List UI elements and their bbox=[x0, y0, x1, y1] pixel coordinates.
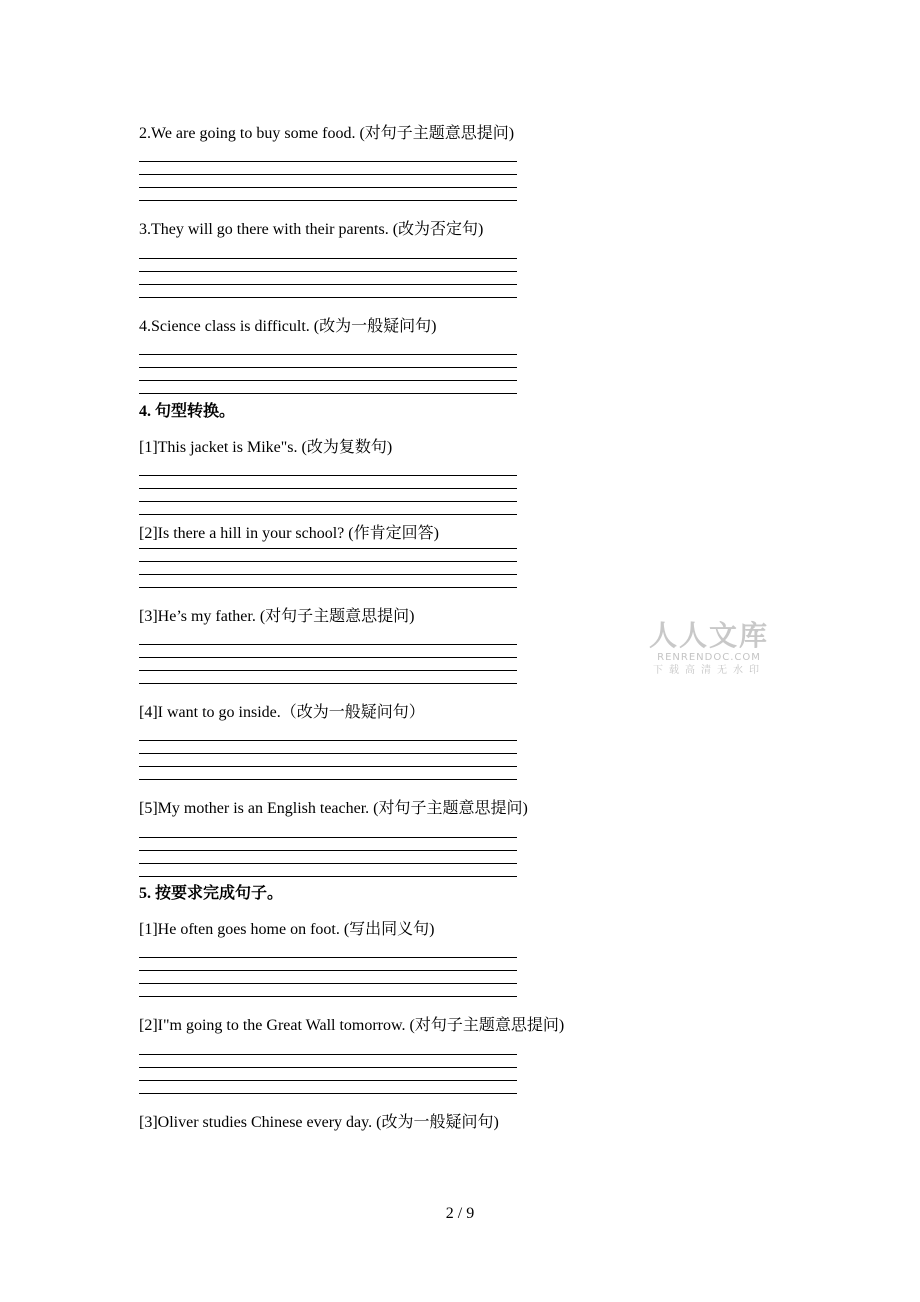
answer-line bbox=[139, 367, 517, 368]
page-number: 2 / 9 bbox=[445, 1205, 475, 1222]
answer-line bbox=[139, 174, 517, 175]
answer-line bbox=[139, 488, 517, 489]
question-2: 2.We are going to buy some food. (对句子主题意思提问) bbox=[139, 125, 515, 142]
answer-line bbox=[139, 876, 517, 877]
answer-line bbox=[139, 957, 517, 958]
answer-line bbox=[139, 1054, 517, 1055]
section-5-item-3: [3]Oliver studies Chinese every day. (改为一般疑问句) bbox=[139, 1114, 499, 1131]
watermark-title: 人人文库 bbox=[648, 619, 769, 652]
watermark-url: RENRENDOC.COM bbox=[657, 652, 761, 663]
answer-line bbox=[139, 657, 517, 658]
answer-line bbox=[139, 970, 517, 971]
answer-line bbox=[139, 297, 517, 298]
section-4-item-1: [1]This jacket is Mike"s. (改为复数句) bbox=[139, 439, 393, 456]
answer-line bbox=[139, 475, 517, 476]
answer-line bbox=[139, 380, 517, 381]
answer-line bbox=[139, 161, 517, 162]
answer-line bbox=[139, 514, 517, 515]
section-5-item-1: [1]He often goes home on foot. (写出同义句) bbox=[139, 921, 435, 938]
section-4-item-2: [2]Is there a hill in your school? (作肯定回答) bbox=[139, 525, 439, 542]
answer-line bbox=[139, 670, 517, 671]
section-4-item-4: [4]I want to go inside.（改为一般疑问句） bbox=[139, 704, 425, 721]
answer-line bbox=[139, 863, 517, 864]
answer-line bbox=[139, 561, 517, 562]
answer-line bbox=[139, 187, 517, 188]
answer-line bbox=[139, 753, 517, 754]
answer-line bbox=[139, 574, 517, 575]
question-4: 4.Science class is difficult. (改为一般疑问句) bbox=[139, 318, 437, 335]
answer-line bbox=[139, 740, 517, 741]
answer-line bbox=[139, 393, 517, 394]
answer-line bbox=[139, 766, 517, 767]
answer-line bbox=[139, 644, 517, 645]
answer-line bbox=[139, 271, 517, 272]
answer-line bbox=[139, 258, 517, 259]
section-4-item-3: [3]He’s my father. (对句子主题意思提问) bbox=[139, 608, 415, 625]
answer-line bbox=[139, 354, 517, 355]
watermark-logo bbox=[646, 620, 772, 678]
section-4-heading: 4. 句型转换。 bbox=[139, 403, 236, 420]
answer-line bbox=[139, 1080, 517, 1081]
answer-line bbox=[139, 850, 517, 851]
answer-line bbox=[139, 501, 517, 502]
answer-line bbox=[139, 1093, 517, 1094]
answer-line bbox=[139, 200, 517, 201]
answer-line bbox=[139, 284, 517, 285]
answer-line bbox=[139, 1067, 517, 1068]
answer-line bbox=[139, 548, 517, 549]
watermark-subtitle: 下载高清无水印 bbox=[653, 665, 765, 676]
answer-line bbox=[139, 779, 517, 780]
answer-line bbox=[139, 996, 517, 997]
section-5-item-2: [2]I"m going to the Great Wall tomorrow. (对句子主题意思提问) bbox=[139, 1017, 565, 1034]
section-4-item-5: [5]My mother is an English teacher. (对句子主题意思提问) bbox=[139, 800, 528, 817]
answer-line bbox=[139, 837, 517, 838]
answer-line bbox=[139, 683, 517, 684]
section-5-heading: 5. 按要求完成句子。 bbox=[139, 885, 284, 902]
answer-line bbox=[139, 587, 517, 588]
answer-line bbox=[139, 983, 517, 984]
question-3: 3.They will go there with their parents. (改为否定句) bbox=[139, 221, 484, 238]
